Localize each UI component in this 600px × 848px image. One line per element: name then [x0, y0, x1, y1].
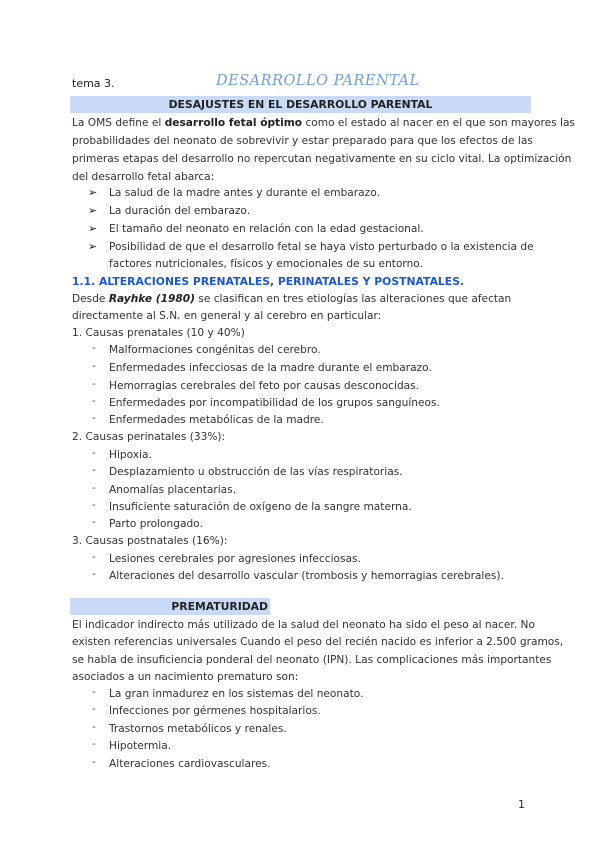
dash-bullet-icon: -: [92, 395, 96, 407]
list-item: Enfermedades infecciosas de la madre durante el embarazo.: [109, 362, 432, 374]
dash-bullet-icon: -: [92, 738, 96, 750]
list-item: Enfermedades metabólicas de la madre.: [109, 414, 324, 426]
list-item: Malformaciones congénitas del cerebro.: [109, 344, 321, 356]
paragraph-line: del desarrollo fetal abarca:: [72, 171, 215, 183]
dash-bullet-icon: -: [92, 686, 96, 698]
page-number: 1: [518, 798, 525, 811]
list-item: Parto prolongado.: [109, 518, 203, 530]
dash-bullet-icon: -: [92, 464, 96, 476]
dash-bullet-icon: -: [92, 412, 96, 424]
list-item: Infecciones por gérmenes hospitalarios.: [109, 705, 321, 717]
group-title: 3. Causas postnatales (16%):: [72, 535, 228, 547]
list-item: Trastornos metabólicos y renales.: [109, 723, 287, 735]
dash-bullet-icon: -: [92, 482, 96, 494]
section-heading-desajustes: DESAJUSTES EN EL DESARROLLO PARENTAL: [70, 96, 531, 113]
dash-bullet-icon: -: [92, 568, 96, 580]
list-item: Hemorragias cerebrales del feto por causas desconocidas.: [109, 380, 420, 392]
paragraph-line: existen referencias universales Cuando el peso del recién nacido es inferior a 2.500 gramos,: [72, 636, 564, 648]
dash-bullet-icon: -: [92, 516, 96, 528]
list-item: Lesiones cerebrales por agresiones infecciosas.: [109, 553, 361, 565]
dash-bullet-icon: -: [92, 499, 96, 511]
list-item: Hipoxia.: [109, 449, 152, 461]
dash-bullet-icon: -: [92, 703, 96, 715]
list-item: Desplazamiento u obstrucción de las vías respiratorias.: [109, 466, 403, 478]
arrow-bullet-icon: ➢: [88, 186, 98, 199]
list-item: Alteraciones cardiovasculares.: [109, 758, 271, 770]
list-item: Enfermedades por incompatibilidad de los grupos sanguíneos.: [109, 397, 440, 409]
paragraph-line: asociados a un nacimiento prematuro son:: [72, 671, 299, 683]
list-item: La gran inmadurez en los sistemas del neonato.: [109, 688, 364, 700]
paragraph-line: primeras etapas del desarrollo no repercutan negativamente en su ciclo vital. La optimización: [72, 153, 572, 165]
paragraph-line: La OMS define el desarrollo fetal óptimo como el estado al nacer en el que son mayores las: [72, 117, 575, 129]
dash-bullet-icon: -: [92, 447, 96, 459]
arrow-bullet-icon: ➢: [88, 222, 98, 235]
list-item: Hipotermia.: [109, 740, 172, 752]
arrow-bullet-icon: ➢: [88, 240, 98, 253]
list-item: Alteraciones del desarrollo vascular (trombosis y hemorragias cerebrales).: [109, 570, 504, 582]
bullet-item: El tamaño del neonato en relación con la edad gestacional.: [109, 223, 424, 235]
bullet-item: Posibilidad de que el desarrollo fetal se haya visto perturbado o la existencia de: [109, 241, 534, 253]
arrow-bullet-icon: ➢: [88, 204, 98, 217]
section-heading-alteraciones: 1.1. ALTERACIONES PRENATALES, PERINATALES Y POSTNATALES.: [72, 275, 465, 288]
group-title: 1. Causas prenatales (10 y 40%): [72, 327, 245, 339]
bullet-item: La duración del embarazo.: [109, 205, 251, 217]
topic-label: tema 3.: [72, 77, 115, 90]
dash-bullet-icon: -: [92, 342, 96, 354]
dash-bullet-icon: -: [92, 756, 96, 768]
dash-bullet-icon: -: [92, 360, 96, 372]
list-item: Insuficiente saturación de oxígeno de la sangre materna.: [109, 501, 412, 513]
dash-bullet-icon: -: [92, 378, 96, 390]
paragraph-line: El indicador indirecto más utilizado de la salud del neonato ha sido el peso al nacer. No: [72, 619, 535, 631]
paragraph-line: se habla de insuficiencia ponderal del neonato (IPN). Las complicaciones más importantes: [72, 654, 552, 666]
paragraph-line: Desde Rayhke (1980) se clasifican en tres etiologías las alteraciones que afectan: [72, 293, 512, 305]
bullet-item: La salud de la madre antes y durante el embarazo.: [109, 187, 380, 199]
dash-bullet-icon: -: [92, 551, 96, 563]
section-heading-prematuridad: PREMATURIDAD: [70, 598, 270, 615]
bullet-item-continuation: factores nutricionales, físicos y emocionales de su entorno.: [109, 258, 423, 270]
document-title: DESARROLLO PARENTAL: [216, 73, 420, 89]
group-title: 2. Causas perinatales (33%):: [72, 431, 226, 443]
dash-bullet-icon: -: [92, 721, 96, 733]
paragraph-line: probabilidades del neonato de sobrevivir y estar preparado para que los efectos de las: [72, 135, 533, 147]
paragraph-line: directamente al S.N. en general y al cerebro en particular:: [72, 310, 382, 322]
list-item: Anomalías placentarias.: [109, 484, 237, 496]
